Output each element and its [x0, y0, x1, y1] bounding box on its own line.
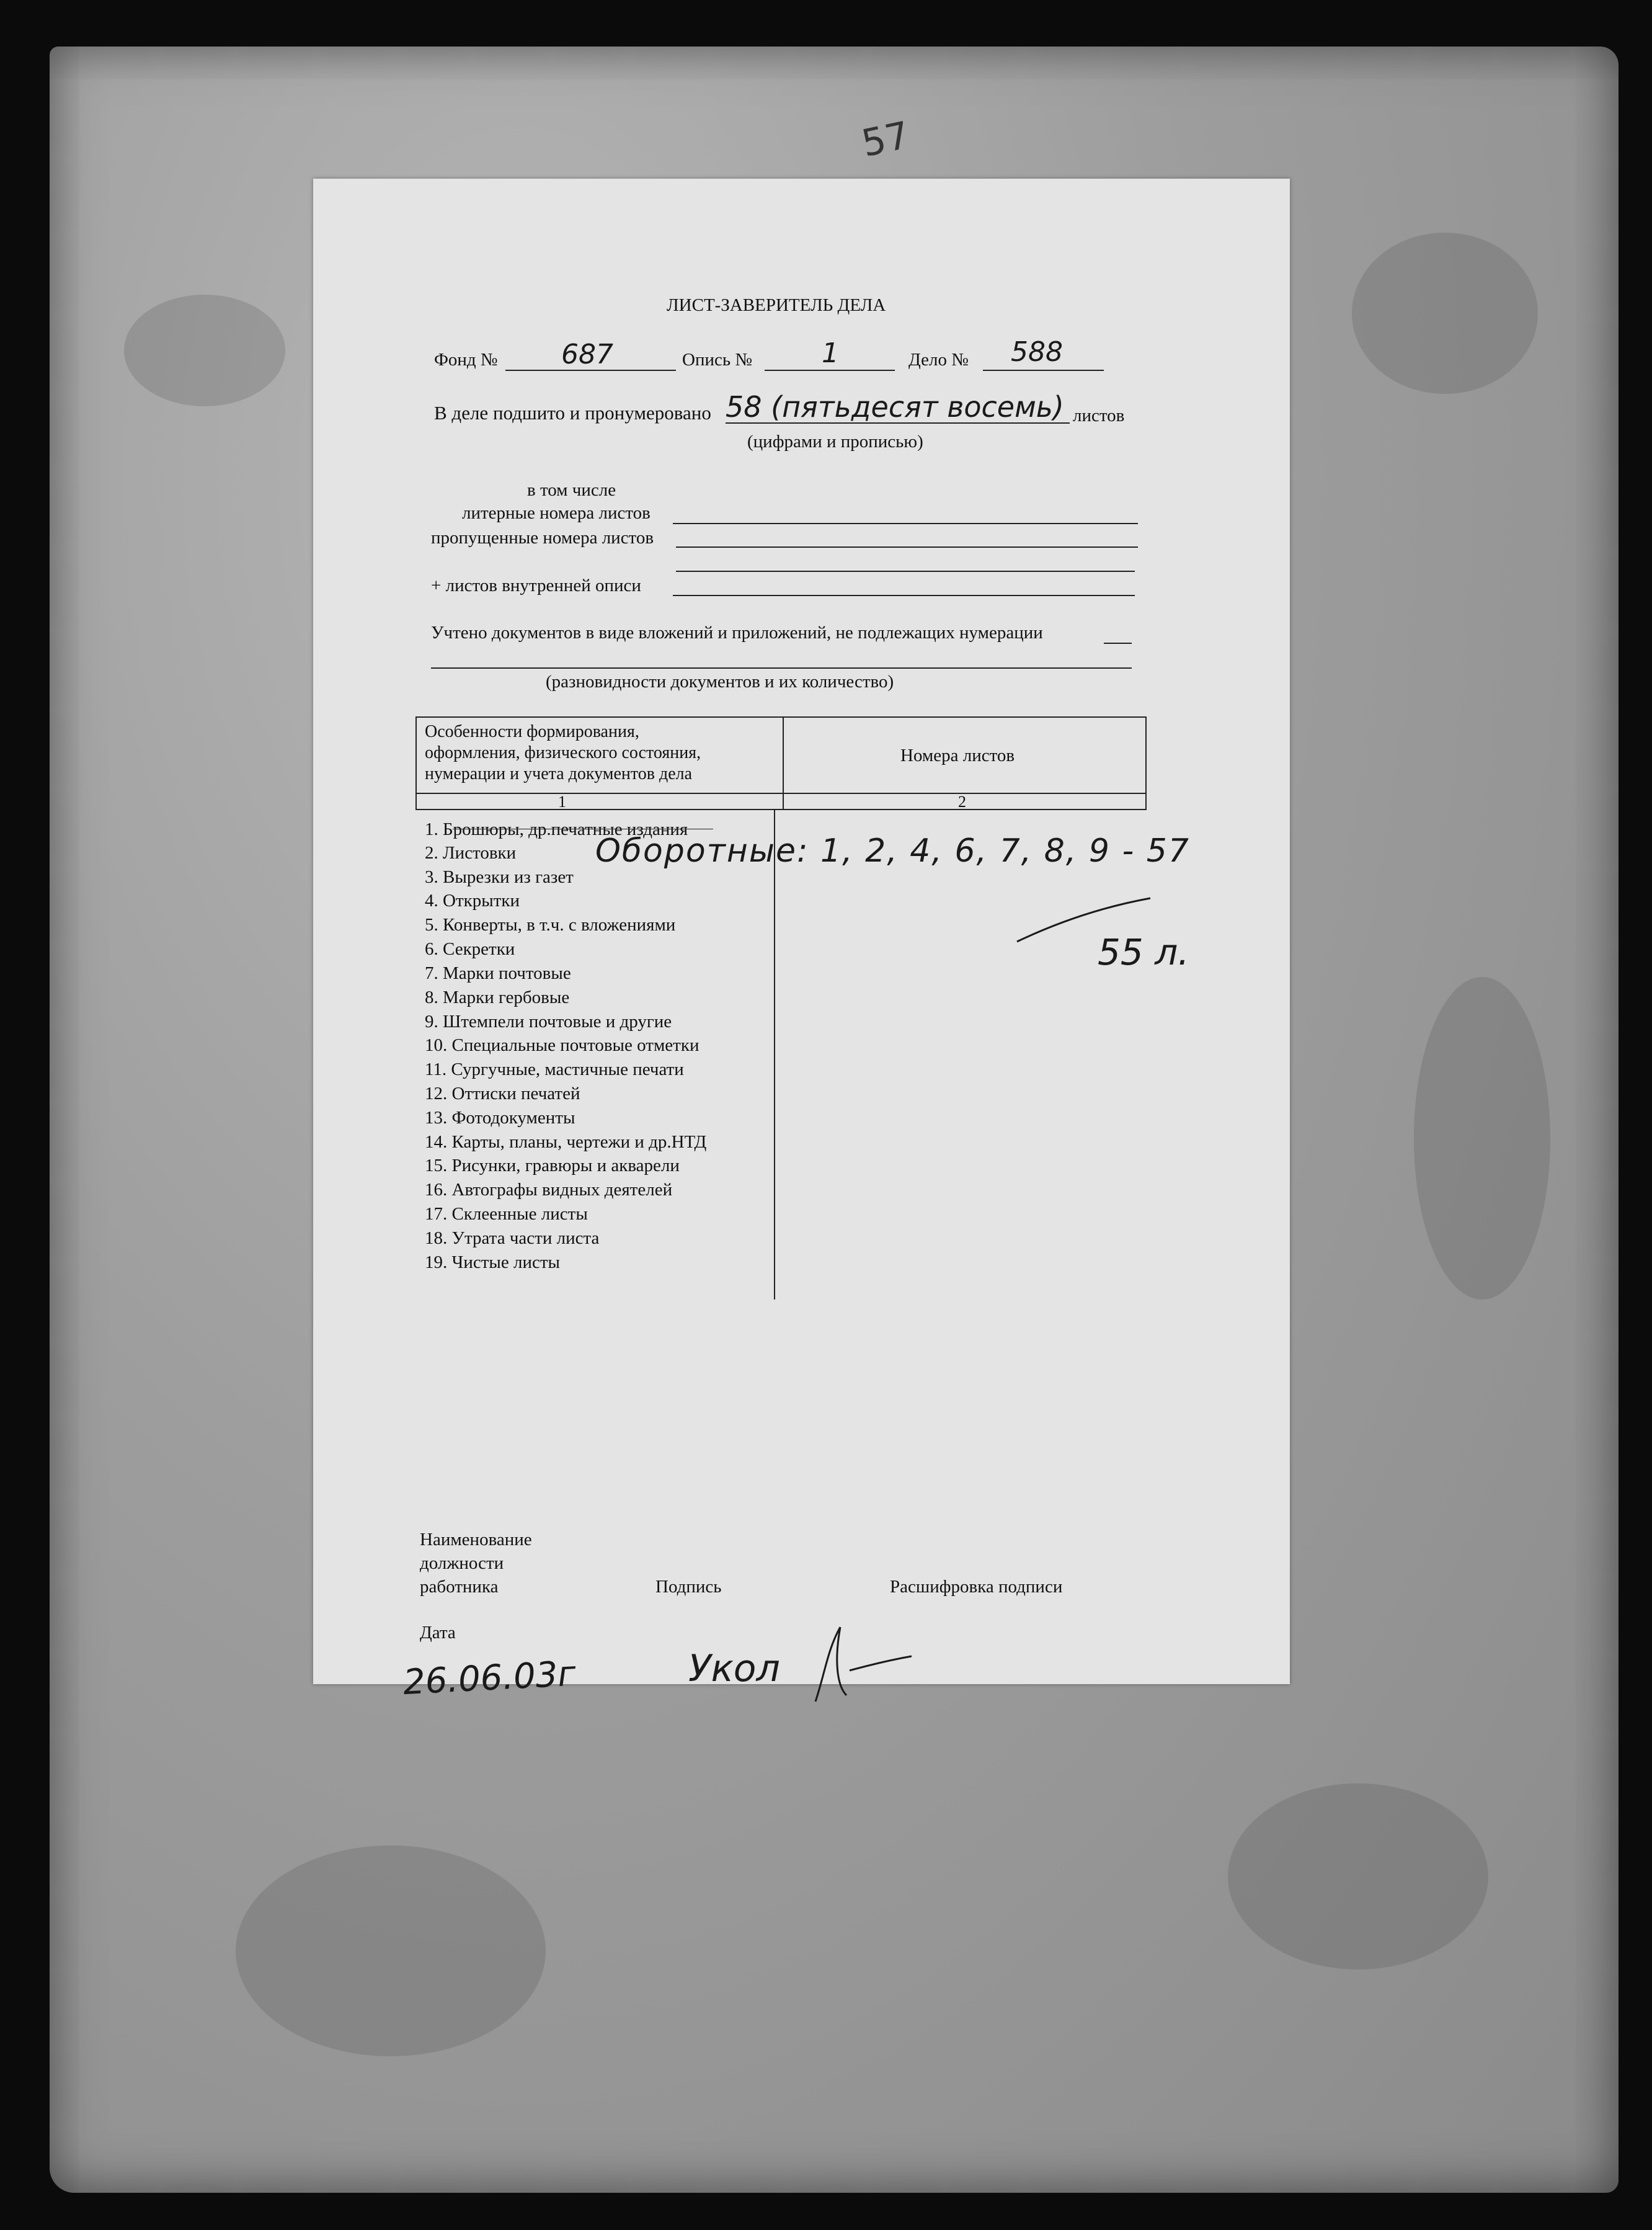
fond-label: Фонд № — [434, 350, 498, 370]
date-value: 26.06.03г — [402, 1653, 577, 1703]
inner-inventory-label: + листов внутренней описи — [431, 576, 641, 595]
opis-underline — [765, 370, 895, 371]
missing-underline — [676, 546, 1138, 548]
list-item: 9. Штемпели почтовые и другие — [425, 1012, 672, 1032]
list-item: 14. Карты, планы, чертежи и др.НТД — [425, 1132, 707, 1152]
liter-underline — [673, 523, 1138, 524]
sheet-title: ЛИСТ-ЗАВЕРИТЕЛЬ ДЕЛА — [667, 295, 886, 315]
list-item: 6. Секретки — [425, 939, 515, 959]
position-label-line-1: Наименование — [420, 1530, 532, 1550]
varieties-hint: (разновидности документов и их количество) — [546, 672, 894, 692]
stain — [236, 1845, 546, 2056]
handwritten-total: 55 л. — [1098, 931, 1189, 973]
fond-value: 687 — [561, 339, 613, 370]
table-column-divider — [783, 716, 784, 809]
stain — [1352, 233, 1538, 394]
list-item: 3. Вырезки из газет — [425, 867, 574, 887]
table-number-row-line — [415, 793, 1145, 794]
list-item: 16. Автографы видных деятелей — [425, 1180, 673, 1200]
col1-header-line-3: нумерации и учета документов дела — [425, 764, 693, 783]
list-item: 11. Сургучные, мастичные печати — [425, 1059, 684, 1079]
col1-header-line-2: оформления, физического состояния, — [425, 743, 701, 762]
date-label: Дата — [420, 1623, 456, 1643]
list-item: 19. Чистые листы — [425, 1252, 561, 1272]
list-item: 7. Марки почтовые — [425, 963, 571, 983]
col2-number: 2 — [958, 793, 966, 811]
stain — [1228, 1783, 1488, 1969]
liter-label: литерные номера листов — [462, 503, 651, 523]
opis-value: 1 — [822, 337, 839, 369]
position-label-line-2: должности — [420, 1553, 504, 1573]
accounted-underline — [1104, 643, 1132, 644]
decoding-label: Расшифровка подписи — [890, 1577, 1063, 1597]
missing-underline-2 — [676, 571, 1135, 572]
sewn-hint: (цифрами и прописью) — [747, 432, 923, 452]
sewn-suffix: листов — [1073, 406, 1125, 426]
list-item: 13. Фотодокументы — [425, 1108, 575, 1128]
stain — [124, 295, 285, 406]
delo-value: 588 — [1011, 336, 1063, 368]
handwritten-reverse-sheets: Оборотные: 1, 2, 4, 6, 7, 8, 9 - 57 — [595, 832, 1190, 870]
col1-header-line-1: Особенности формирования, — [425, 722, 639, 741]
list-item: 12. Оттиски печатей — [425, 1084, 580, 1104]
stain — [1414, 977, 1550, 1300]
list-item: 2. Листовки — [425, 843, 517, 863]
list-item: 5. Конверты, в т.ч. с вложениями — [425, 915, 676, 935]
list-item: 17. Склеенные листы — [425, 1204, 588, 1224]
accounted-underline-2 — [431, 667, 1132, 669]
missing-label: пропущенные номера листов — [431, 528, 654, 548]
items-column-divider — [774, 809, 775, 1300]
position-label-line-3: работника — [420, 1577, 499, 1597]
list-item: 1. Брошюры, др.печатные издания — [425, 819, 688, 839]
certification-sheet — [313, 179, 1290, 1703]
list-item: 10. Специальные почтовые отметки — [425, 1035, 699, 1055]
including-label: в том числе — [527, 480, 616, 500]
delo-underline — [983, 370, 1104, 371]
accounted-label: Учтено документов в виде вложений и приложений, не подлежащих нумерации — [431, 623, 1043, 643]
list-item: 4. Открытки — [425, 891, 520, 911]
sewn-label: В деле подшито и пронумеровано — [434, 402, 711, 424]
opis-label: Опись № — [682, 350, 752, 370]
list-item: 15. Рисунки, гравюры и акварели — [425, 1156, 680, 1175]
delo-label: Дело № — [908, 350, 969, 370]
handwritten-signature: Укол — [688, 1647, 780, 1690]
list-item: 18. Утрата части листа — [425, 1228, 600, 1248]
folder-corner-number: 57 — [858, 113, 913, 166]
signature-flourish — [791, 1624, 915, 1705]
list-item: 8. Марки гербовые — [425, 988, 570, 1007]
inner-inventory-underline — [673, 595, 1135, 596]
signature-label: Подпись — [655, 1577, 722, 1597]
sewn-value: 58 (пятьдесят восемь) — [726, 390, 1064, 424]
sewn-underline — [726, 422, 1070, 424]
col1-number: 1 — [558, 793, 566, 811]
col2-header: Номера листов — [900, 746, 1015, 765]
